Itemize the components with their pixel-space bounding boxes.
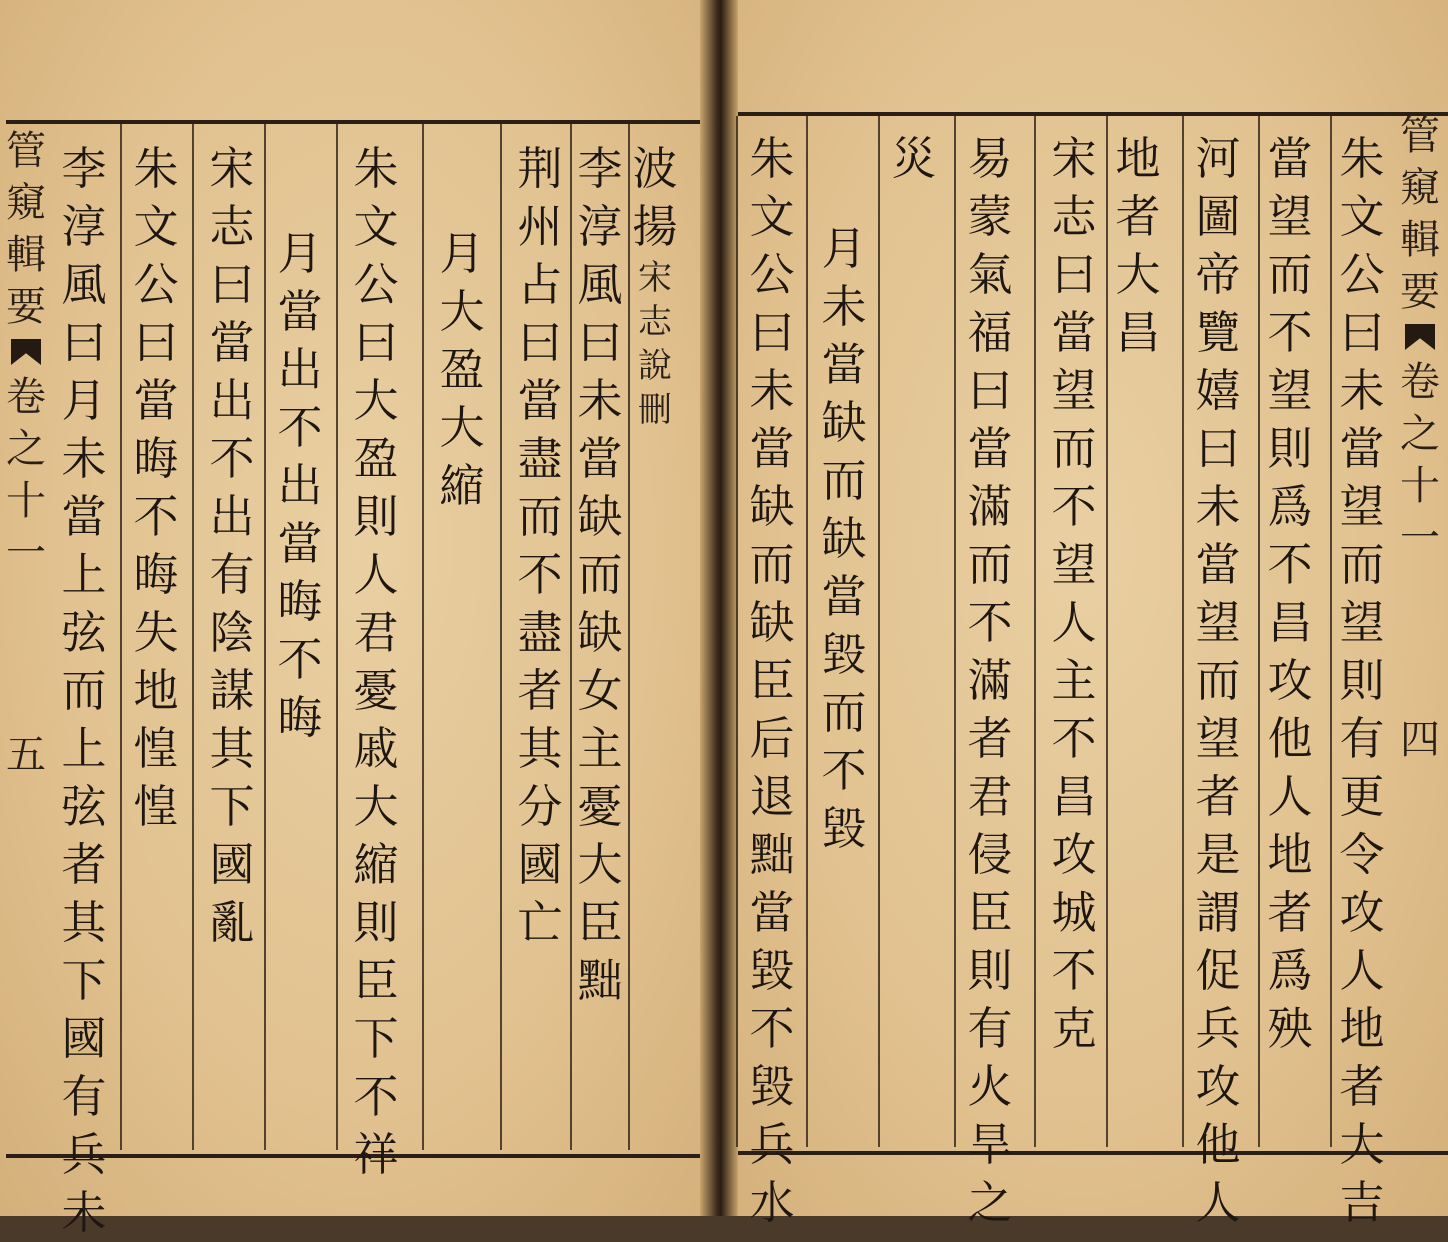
glyph: 一 (6, 530, 46, 576)
glyph: 曰 (517, 316, 563, 369)
glyph: 出 (277, 343, 323, 396)
glyph: 地 (1267, 828, 1313, 881)
glyph: 盡 (517, 606, 563, 659)
glyph: 要 (6, 284, 46, 330)
glyph: 而 (967, 538, 1013, 591)
glyph: 缺 (577, 606, 623, 659)
left-column-divider (500, 124, 502, 1150)
glyph: 出 (277, 459, 323, 512)
glyph: 窺 (1400, 165, 1440, 211)
glyph: 君 (353, 606, 399, 659)
glyph: 大 (439, 285, 485, 338)
glyph: 之 (6, 426, 46, 472)
glyph: 失 (133, 606, 179, 659)
glyph: 臣 (577, 896, 623, 949)
glyph: 爲 (1267, 480, 1313, 533)
glyph: 縮 (353, 838, 399, 891)
left-margin-banxin (6, 125, 46, 781)
right-column-divider (736, 116, 738, 1147)
glyph: 文 (133, 200, 179, 253)
glyph: 者 (1115, 190, 1161, 243)
glyph: 曰 (967, 364, 1013, 417)
glyph: 晦 (133, 432, 179, 485)
glyph: 吉 (1339, 1176, 1385, 1229)
glyph: 君 (967, 770, 1013, 823)
glyph: 志 (209, 200, 255, 253)
glyph: 望 (1195, 596, 1241, 649)
glyph: 李 (577, 142, 623, 195)
glyph: 宋 (1051, 132, 1097, 185)
glyph: 朱 (133, 142, 179, 195)
glyph: 大 (1115, 248, 1161, 301)
glyph: 宋 (638, 258, 672, 298)
right-column-divider (878, 116, 880, 1147)
glyph: 當 (133, 374, 179, 427)
glyph: 缺 (749, 480, 795, 533)
glyph: 盡 (517, 432, 563, 485)
glyph: 十 (1400, 463, 1440, 509)
glyph: 當 (277, 517, 323, 570)
glyph: 曰 (61, 316, 107, 369)
fishtail-mark-icon (1405, 324, 1435, 350)
glyph: 望 (1339, 480, 1385, 533)
glyph: 毀 (749, 944, 795, 997)
glyph: 風 (577, 258, 623, 311)
glyph: 不 (1051, 480, 1097, 533)
left-text-column (202, 140, 262, 952)
right-text-column (1108, 130, 1168, 362)
glyph: 李 (61, 142, 107, 195)
glyph: 地 (1115, 132, 1161, 185)
glyph: 易 (967, 132, 1013, 185)
glyph: 旱 (967, 1118, 1013, 1171)
glyph: 覽 (1195, 306, 1241, 359)
glyph: 兵 (1195, 1002, 1241, 1055)
right-column-divider (1106, 116, 1108, 1147)
glyph: 不 (277, 401, 323, 454)
glyph: 當 (577, 432, 623, 485)
glyph: 當 (209, 316, 255, 369)
left-margin-juan (6, 371, 46, 579)
glyph: 不 (209, 432, 255, 485)
glyph: 其 (209, 722, 255, 775)
glyph: 曰 (133, 316, 179, 369)
glyph: 亂 (209, 896, 255, 949)
glyph: 其 (517, 722, 563, 775)
glyph: 公 (353, 258, 399, 311)
glyph: 盈 (439, 343, 485, 396)
glyph: 謀 (209, 664, 255, 717)
glyph: 者 (1339, 1060, 1385, 1113)
glyph: 者 (61, 838, 107, 891)
right-text-column (742, 130, 802, 1232)
glyph: 大 (353, 374, 399, 427)
glyph: 文 (353, 200, 399, 253)
right-margin-juan (1400, 356, 1440, 564)
glyph: 月 (821, 222, 867, 275)
glyph: 望 (1051, 364, 1097, 417)
left-column-divider (192, 124, 194, 1150)
left-column-note (638, 256, 672, 432)
glyph: 惶 (133, 780, 179, 833)
left-column-divider (422, 124, 424, 1150)
glyph: 未 (577, 374, 623, 427)
glyph: 更 (1339, 770, 1385, 823)
glyph: 公 (749, 248, 795, 301)
glyph: 當 (1267, 132, 1313, 185)
left-text-column (270, 225, 330, 747)
glyph: 淳 (577, 200, 623, 253)
glyph: 則 (353, 490, 399, 543)
glyph: 攻 (1051, 828, 1097, 881)
glyph: 不 (821, 744, 867, 797)
glyph: 大 (1339, 1118, 1385, 1171)
glyph: 氣 (967, 248, 1013, 301)
right-column-divider (954, 116, 956, 1147)
glyph: 憂 (353, 664, 399, 717)
glyph: 未 (61, 1186, 107, 1239)
glyph: 則 (967, 944, 1013, 997)
right-column-divider (1258, 116, 1260, 1147)
glyph: 人 (1339, 944, 1385, 997)
glyph: 昌 (1267, 596, 1313, 649)
glyph: 國 (209, 838, 255, 891)
glyph: 者 (1267, 886, 1313, 939)
glyph: 則 (1339, 654, 1385, 707)
glyph: 黜 (577, 954, 623, 1007)
glyph: 有 (1339, 712, 1385, 765)
glyph: 缺 (577, 490, 623, 543)
glyph: 缺 (821, 512, 867, 565)
glyph: 當 (967, 422, 1013, 475)
glyph: 管 (1400, 113, 1440, 159)
glyph: 荆 (517, 142, 563, 195)
right-margin-banxin (1400, 110, 1440, 766)
glyph: 而 (821, 454, 867, 507)
glyph: 而 (1051, 422, 1097, 475)
glyph: 月 (61, 374, 107, 427)
glyph: 不 (967, 596, 1013, 649)
glyph: 州 (517, 200, 563, 253)
glyph: 大 (353, 780, 399, 833)
glyph: 主 (577, 722, 623, 775)
glyph: 弦 (61, 780, 107, 833)
glyph: 窺 (6, 180, 46, 226)
glyph: 當 (1339, 422, 1385, 475)
glyph: 陰 (209, 606, 255, 659)
glyph: 月 (277, 227, 323, 280)
left-text-column (570, 140, 630, 1010)
glyph: 當 (277, 285, 323, 338)
glyph: 晦 (133, 548, 179, 601)
glyph: 宋 (209, 142, 255, 195)
glyph: 克 (1051, 1002, 1097, 1055)
glyph: 地 (133, 664, 179, 717)
glyph: 望 (1195, 712, 1241, 765)
glyph: 曰 (577, 316, 623, 369)
glyph: 未 (821, 280, 867, 333)
glyph: 臣 (353, 954, 399, 1007)
glyph: 揚 (632, 200, 678, 253)
glyph: 主 (1051, 654, 1097, 707)
left-text-column (510, 140, 570, 952)
glyph: 有 (967, 1002, 1013, 1055)
glyph: 蒙 (967, 190, 1013, 243)
glyph: 缺 (821, 396, 867, 449)
glyph: 不 (1051, 712, 1097, 765)
glyph: 曰 (209, 258, 255, 311)
glyph: 不 (353, 1070, 399, 1123)
right-column-divider (806, 116, 808, 1147)
glyph: 不 (749, 1002, 795, 1055)
glyph: 地 (1339, 1002, 1385, 1055)
glyph: 不 (517, 548, 563, 601)
right-text-column (1332, 130, 1392, 1232)
glyph: 望 (1339, 596, 1385, 649)
glyph: 當 (749, 422, 795, 475)
glyph: 缺 (749, 596, 795, 649)
glyph: 晦 (277, 691, 323, 744)
glyph: 亡 (517, 896, 563, 949)
glyph: 人 (353, 548, 399, 601)
glyph: 不 (277, 633, 323, 686)
glyph: 望 (1267, 190, 1313, 243)
glyph: 要 (1400, 269, 1440, 315)
glyph: 當 (821, 570, 867, 623)
glyph: 帝 (1195, 248, 1241, 301)
glyph: 昌 (1051, 770, 1097, 823)
glyph: 月 (439, 227, 485, 280)
glyph: 十 (6, 478, 46, 524)
glyph: 殃 (1267, 1002, 1313, 1055)
glyph: 文 (749, 190, 795, 243)
glyph: 出 (209, 374, 255, 427)
glyph: 文 (1339, 190, 1385, 243)
glyph: 當 (749, 886, 795, 939)
glyph: 有 (209, 548, 255, 601)
glyph: 不 (1051, 944, 1097, 997)
right-text-column (1260, 130, 1320, 1058)
glyph: 人 (1051, 596, 1097, 649)
glyph: 惶 (133, 722, 179, 775)
glyph: 當 (61, 490, 107, 543)
glyph: 后 (749, 712, 795, 765)
glyph: 攻 (1267, 654, 1313, 707)
glyph: 則 (1267, 422, 1313, 475)
left-text-column (54, 140, 114, 1242)
glyph: 當 (1051, 306, 1097, 359)
glyph: 下 (61, 954, 107, 1007)
glyph: 一 (1400, 515, 1440, 561)
glyph: 城 (1051, 886, 1097, 939)
glyph: 女 (577, 664, 623, 717)
glyph: 他 (1195, 1118, 1241, 1171)
glyph: 當 (821, 338, 867, 391)
glyph: 而 (577, 548, 623, 601)
glyph: 淳 (61, 200, 107, 253)
right-text-column (1044, 130, 1104, 1058)
glyph: 臣 (967, 886, 1013, 939)
glyph: 曰 (1051, 248, 1097, 301)
glyph: 盈 (353, 432, 399, 485)
glyph: 曰 (749, 306, 795, 359)
glyph: 毀 (821, 802, 867, 855)
glyph: 而 (1339, 538, 1385, 591)
right-margin-page: 四 (1400, 717, 1440, 763)
glyph: 卷 (1400, 359, 1440, 405)
glyph: 人 (1267, 770, 1313, 823)
glyph: 曰 (353, 316, 399, 369)
left-column-divider (570, 124, 572, 1150)
left-text-column (346, 140, 406, 1184)
right-text-column (1188, 130, 1248, 1232)
glyph: 不 (1267, 306, 1313, 359)
glyph: 公 (1339, 248, 1385, 301)
glyph: 波 (632, 142, 678, 195)
left-margin-title (6, 125, 46, 333)
glyph: 志 (1051, 190, 1097, 243)
glyph: 侵 (967, 828, 1013, 881)
glyph: 兵 (749, 1118, 795, 1171)
glyph: 攻 (1195, 1060, 1241, 1113)
glyph: 憂 (577, 780, 623, 833)
glyph: 曰 (1195, 422, 1241, 475)
glyph: 望 (1051, 538, 1097, 591)
glyph: 曰 (1339, 306, 1385, 359)
glyph: 不 (133, 490, 179, 543)
glyph: 之 (1400, 411, 1440, 457)
glyph: 占 (517, 258, 563, 311)
glyph: 昌 (1115, 306, 1161, 359)
glyph: 臣 (749, 654, 795, 707)
glyph: 毀 (749, 1060, 795, 1113)
glyph: 祥 (353, 1128, 399, 1181)
glyph: 上 (61, 722, 107, 775)
right-column-divider (1330, 116, 1332, 1147)
glyph: 福 (967, 306, 1013, 359)
glyph: 者 (967, 712, 1013, 765)
glyph: 退 (749, 770, 795, 823)
glyph: 上 (61, 548, 107, 601)
glyph: 爲 (1267, 944, 1313, 997)
glyph: 國 (517, 838, 563, 891)
right-text-column (960, 130, 1020, 1232)
glyph: 出 (209, 490, 255, 543)
right-margin-title (1400, 110, 1440, 318)
glyph: 圖 (1195, 190, 1241, 243)
glyph: 縮 (439, 459, 485, 512)
left-text-column (625, 140, 685, 432)
glyph: 兵 (61, 1128, 107, 1181)
glyph: 公 (133, 258, 179, 311)
left-margin-page: 五 (6, 732, 46, 778)
glyph: 災 (891, 132, 937, 185)
glyph: 未 (1339, 364, 1385, 417)
glyph: 志 (638, 302, 672, 342)
left-text-column (126, 140, 186, 836)
glyph: 風 (61, 258, 107, 311)
right-column-divider (1182, 116, 1184, 1147)
glyph: 晦 (277, 575, 323, 628)
left-column-divider (120, 124, 122, 1150)
left-column-divider (336, 124, 338, 1150)
glyph: 者 (1195, 770, 1241, 823)
glyph: 其 (61, 896, 107, 949)
glyph: 滿 (967, 654, 1013, 707)
glyph: 輯 (1400, 217, 1440, 263)
glyph: 而 (61, 664, 107, 717)
glyph: 大 (439, 401, 485, 454)
glyph: 令 (1339, 828, 1385, 881)
glyph: 則 (353, 896, 399, 949)
glyph: 輯 (6, 232, 46, 278)
glyph: 戚 (353, 722, 399, 775)
glyph: 國 (61, 1012, 107, 1065)
glyph: 他 (1267, 712, 1313, 765)
right-text-column (884, 130, 944, 188)
glyph: 未 (1195, 480, 1241, 533)
glyph: 未 (61, 432, 107, 485)
glyph: 卷 (6, 374, 46, 420)
glyph: 當 (1195, 538, 1241, 591)
glyph: 朱 (1339, 132, 1385, 185)
glyph: 弦 (61, 606, 107, 659)
glyph: 毀 (821, 628, 867, 681)
glyph: 未 (749, 364, 795, 417)
glyph: 攻 (1339, 886, 1385, 939)
glyph: 謂 (1195, 886, 1241, 939)
left-column-divider (628, 124, 630, 1150)
glyph: 是 (1195, 828, 1241, 881)
glyph: 而 (749, 538, 795, 591)
glyph: 水 (749, 1176, 795, 1229)
glyph: 下 (353, 1012, 399, 1065)
book-gutter (700, 0, 738, 1216)
glyph: 促 (1195, 944, 1241, 997)
left-text-column (432, 225, 492, 515)
glyph: 而 (517, 490, 563, 543)
glyph: 說 (638, 346, 672, 386)
glyph: 者 (517, 664, 563, 717)
glyph: 望 (1267, 364, 1313, 417)
glyph: 不 (1267, 538, 1313, 591)
glyph: 而 (1267, 248, 1313, 301)
glyph: 人 (1195, 1176, 1241, 1229)
glyph: 之 (967, 1176, 1013, 1229)
glyph: 朱 (749, 132, 795, 185)
glyph: 河 (1195, 132, 1241, 185)
glyph: 嬉 (1195, 364, 1241, 417)
glyph: 管 (6, 128, 46, 174)
fishtail-mark-icon (11, 339, 41, 365)
glyph: 下 (209, 780, 255, 833)
glyph: 分 (517, 780, 563, 833)
glyph: 黜 (749, 828, 795, 881)
right-text-column (814, 220, 874, 858)
glyph: 滿 (967, 480, 1013, 533)
right-column-divider (1034, 116, 1036, 1147)
glyph: 刪 (638, 390, 672, 430)
glyph: 火 (967, 1060, 1013, 1113)
glyph: 朱 (353, 142, 399, 195)
glyph: 而 (821, 686, 867, 739)
glyph: 大 (577, 838, 623, 891)
glyph: 有 (61, 1070, 107, 1123)
glyph: 而 (1195, 654, 1241, 707)
left-column-divider (264, 124, 266, 1150)
glyph: 當 (517, 374, 563, 427)
